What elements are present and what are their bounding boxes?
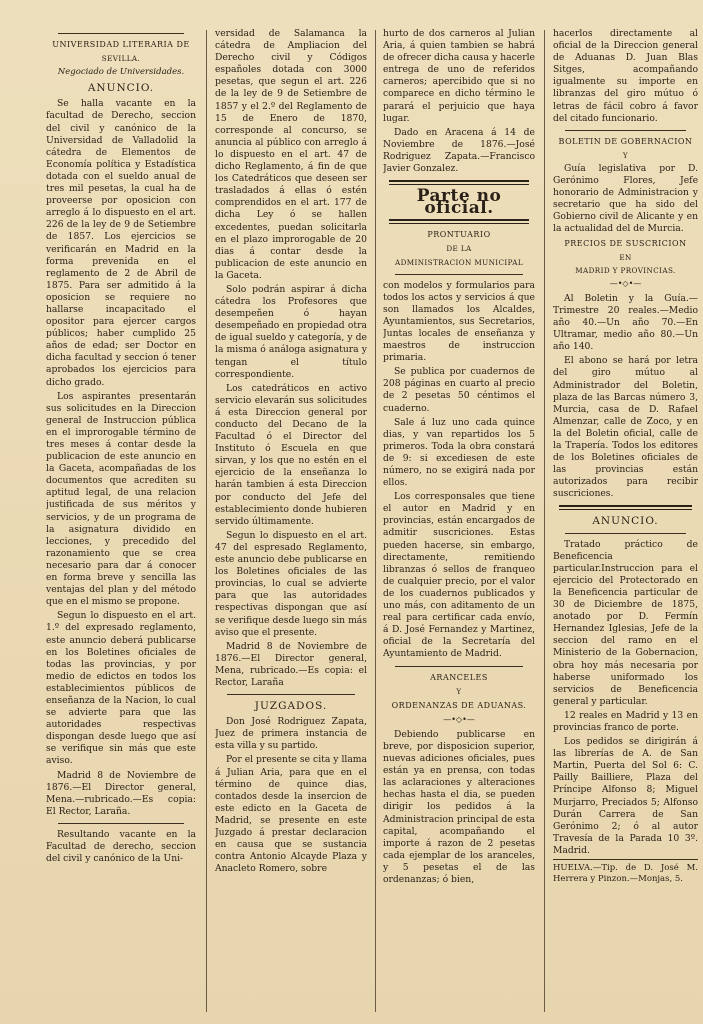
paragraph: Debiendo publicarse en breve, por disposicion superior, nuevas adiciones oficiales, pues están ya en prensa, con todas las aclaraciones y alteraciones hechas hasta el dia, se pueden dirigir los pedidos á la Administracion principal de esta capital, acompañando el importe á razon de 2 pesetas cada ejemplar de los aranceles, y 5 pesetas el de las ordenanzas; ó bien,: [383, 728, 535, 885]
heading: PRONTUARIO: [427, 230, 491, 240]
divider: [58, 823, 184, 824]
divider: [395, 666, 523, 667]
paragraph: versidad de Salamanca la cátedra de Ampliacion del Derecho civil y Códigos españoles dotada con 3000 pesetas, que segun el art. 226 de la ley de 9 de Setiembre de 1857 y el 2.º del Reglamento de 15 de Enero de 1870, corresponde al concurso, se anuncia al público con arreglo á lo dispuesto en el art. 47 de dicho Reglamento, á fin de que los Catedráticos que deseen ser trasladados á ellas ó estén comprendidos en el art. 177 de dicha Ley ó se hallen excedentes, puedan solicitarla en el plazo improrogable de 20 dias á contar desde la publicacion de este anuncio en la Gaceta.: [215, 28, 367, 281]
paragraph: Solo podrán aspirar á dicha cátedra los Profesores que desempeñen ó hayan desempeñado en propiedad otra de igual sueldo y categoría, y de la misma ó análoga asignatura y tengan el título correspondiente.: [215, 283, 367, 380]
paragraph: hurto de dos carneros al Julian Aria, á quien tambien se habrá de ofrecer dicha causa y hacerle entrega de uno de referidos carneros; apercibido que si no comparece en dicho término le parará el perjuicio que haya lugar.: [383, 28, 535, 124]
paragraph: Sale á luz uno cada quince dias, y van repartidos los 5 primeros. Toda la obra constará de 9: si excediesen de este número, no se exigirá nada por ellos.: [383, 416, 535, 489]
paragraph: Don José Rodriguez Zapata, Juez de primera instancia de esta villa y su partido.: [215, 716, 367, 752]
university-header: UNIVERSIDAD LITERARIA DE: [52, 40, 190, 49]
heading: Y: [456, 686, 462, 696]
notice-title: ANUNCIO.: [87, 82, 155, 95]
heading: ORDENANZAS DE ADUANAS.: [391, 700, 527, 710]
paragraph: Los catedráticos en activo servicio elevarán sus solicitudes á esta Direccion general por conducto del Decano de la Facultad ó el Director del Instituto ó Escuela en que sirvan, y los que no estén en el ejercicio de la enseñanza lo harán tambien á esta Direccion por conducto del Jefe del establecimiento donde hubieren servido últimamente.: [215, 382, 367, 527]
section-banner: Parte no oficial.: [416, 186, 502, 219]
divider: [565, 130, 686, 131]
section-line: Negociado de Universidades.: [57, 67, 185, 78]
signature-paragraph: Dado en Aracena á 14 de Noviembre de 1876.—José Rodriguez Zapata.—Francisco Javier Gonzalez.: [383, 126, 535, 175]
divider: [389, 219, 529, 224]
heading: BOLETIN DE GOBERNACION: [558, 136, 693, 146]
heading: MADRID Y PROVINCIAS.: [575, 265, 676, 275]
paragraph: Se publica por cuadernos de 208 páginas en cuarto al precio de 2 pesetas 50 céntimos el cuaderno.: [383, 366, 535, 414]
column-3: [383, 28, 535, 1014]
paragraph: Se halla vacante en la facultad de Derecho, seccion del civil y canónico de la Universidad de Valladolid la cátedra de Elementos de Economía política y Estadística dotada con el sueldo anual de tres mil pesetas, la cual ha de proveerse por oposicion con arreglo á lo dispuesto en el art. 226 de la ley de 9 de Setiembre de 1857. Los ejercicios se verificarán en Madrid en la forma prevenida en el reglamento de 2 de Abril de 1875. Para ser admitido á la oposicion se requiere no hallarse incapacitado el opositor para ejercer cargos públicos; haber cumplido 25 años de edad; ser Doctor en dicha facultad y seccion ó tener aprobados los ejercicios para dicho grado.: [46, 98, 196, 388]
city-line: SEVILLA.: [101, 54, 141, 64]
paragraph: Los pedidos se dirigirán á las librerías de A. de San Martin, Puerta del Sol 6: C. Pailly Bailliere, Plaza del Príncipe Alfonso 8; Miguel Murjarro, Preciados 5; Alfonso Durán Carrera de San Gerónimo 2; ó al autor Travesía de la Parada 10 3º. Madrid.: [553, 736, 698, 856]
signature-paragraph: Madrid 8 de Noviembre de 1876.—El Director general, Mena, rubricado.—Es copia: el Rector, Laraña: [215, 640, 367, 688]
heading: Y: [622, 150, 629, 160]
paragraph: Los corresponsales que tiene el autor en Madrid y en provincias, están encargados de admitir suscriciones. Estas pueden hacerse, sin embargo, directamente, remitiendo libranzas ó sellos de franqueo de cualquier precio, por el valor de los cuadernos publicados y uno más, con aditamento de un real para certificar cada envío, á D. José Fernandez y Martinez, oficial de la Secretaría del Ayuntamiento de Madrid.: [383, 491, 535, 660]
paragraph: Resultando vacante en la Facultad de derecho, seccion del civil y canónico de la Uni-: [46, 828, 196, 865]
heading: EN: [619, 252, 632, 262]
divider: [395, 274, 523, 275]
notice-title: ANUNCIO.: [592, 515, 659, 528]
paragraph: 12 reales en Madrid y 13 en provincias franco de porte.: [553, 709, 698, 733]
column-divider: [375, 30, 376, 1012]
heading: ARANCELES: [430, 672, 488, 682]
column-divider: [544, 30, 545, 1012]
paragraph: con modelos y formularios para todos los actos y servicios á que son llamados los Alcaldes, Ayuntamientos, sus Secretarios, Juntas locales de enseñanza y maestros de instruccion primaria.: [383, 279, 535, 364]
printer-imprint: HUELVA.—Tip. de D. José M. Herrera y Pinzon.—Monjas, 5.: [553, 859, 698, 885]
paragraph: Tratado práctico de Beneficencia particular.Instruccion para el ejercicio del Protectorado en la Beneficencia particular de 30 de Diciembre de 1875, anotado por D. Fermín Hernandez Iglesias, Jefe de la seccion del ramo en el Ministerio de la Gobernacion, obra hoy más necesaria por haberse uniformado los servicios de Beneficencia general y particular.: [553, 538, 698, 707]
paragraph: Por el presente se cita y llama á Julian Aria, para que en el término de quince dias, contados desde la insercion de este edicto en la Gaceta de Madrid, se presente en este Juzgado á prestar declaracion en causa que se sustancia contra Antonio Alcayde Plaza y Anacleto Romero, sobre: [215, 754, 367, 875]
heading: PRECIOS DE SUSCRICION: [564, 238, 687, 248]
paragraph: El abono se hará por letra del giro mútuo al Administrador del Boletin, plaza de las Barcas número 3, Murcia, casa de D. Rafael Almenzar, calle de Zoco, y en la del Boletin oficial, calle de la Trapería. Todos los editores de los Boletines oficiales de las provincias están autorizados para recibir suscriciones.: [553, 355, 698, 500]
column-1: [46, 28, 196, 1014]
divider: [389, 180, 529, 185]
divider: [227, 694, 355, 695]
ornament: —•◇•—: [443, 714, 475, 724]
column-2: [215, 28, 367, 1014]
paragraph: Guía legislativa por D. Gerónimo Flores, Jefe honorario de Administracion y secretario que ha sido del Gobierno civil de Alicante y en la actualidad del de Murcia.: [553, 162, 698, 235]
paragraph: Los aspirantes presentarán sus solicitudes en la Direccion general de Instruccion pública en el improrogable término de tres meses á contar desde la publicacion de este anuncio en la Gaceta, acompañadas de los documentos que acrediten su aptitud legal, de una relacion justificada de sus méritos y servicios, y de un programa de la asignatura dividido en lecciones, y precedido del razonamiento que se crea necesario para dar á conocer en forma breve y sencilla las ventajas del plan y del método que en el mismo se propone.: [46, 390, 196, 608]
divider: [559, 505, 692, 510]
ornament: —•◇•—: [609, 278, 642, 288]
paragraph: Al Boletin y la Guía.—Trimestre 20 reales.—Medio año 40.—Un año 70.—En Ultramar, medio año 80.—Un año 140.: [553, 292, 698, 353]
section-title: JUZGADOS.: [254, 700, 328, 713]
column-4: [553, 28, 698, 1014]
divider: [58, 33, 184, 34]
paragraph: Segun lo dispuesto en el art. 47 del espresado Reglamento, este anuncio debe publicarse en los Boletines oficiales de las provincias, lo cual se advierte para que las autoridades respectivas dispongan que así se verifique desde luego sin más aviso que el presente.: [215, 529, 367, 638]
heading: ADMINISTRACION MUNICIPAL: [394, 257, 524, 267]
column-divider: [206, 30, 207, 1012]
divider: [565, 533, 686, 534]
heading: DE LA: [446, 244, 472, 254]
paragraph: hacerlos directamente al oficial de la Direccion general de Aduanas D. Juan Blas Sitges, acompañando igualmente su importe en libranzas del giro mútuo ó letras de fácil cobro á favor del citado funcionario.: [553, 28, 698, 124]
paragraph: Segun lo dispuesto en el art. 1.º del expresado reglamento, este anuncio deberá publicarse en los Boletines oficiales de todas las provincias, y por medio de edictos en todos los establecimientos públicos de enseñanza de la Nacion, lo cual se advierte para que las autoridades respectivas dispongan desde luego que así se verifique sin más que este aviso.: [46, 610, 196, 767]
signature-paragraph: Madrid 8 de Noviembre de 1876.—El Director general, Mena.—rubricado.—Es copia: El Rector, Laraña.: [46, 769, 196, 817]
